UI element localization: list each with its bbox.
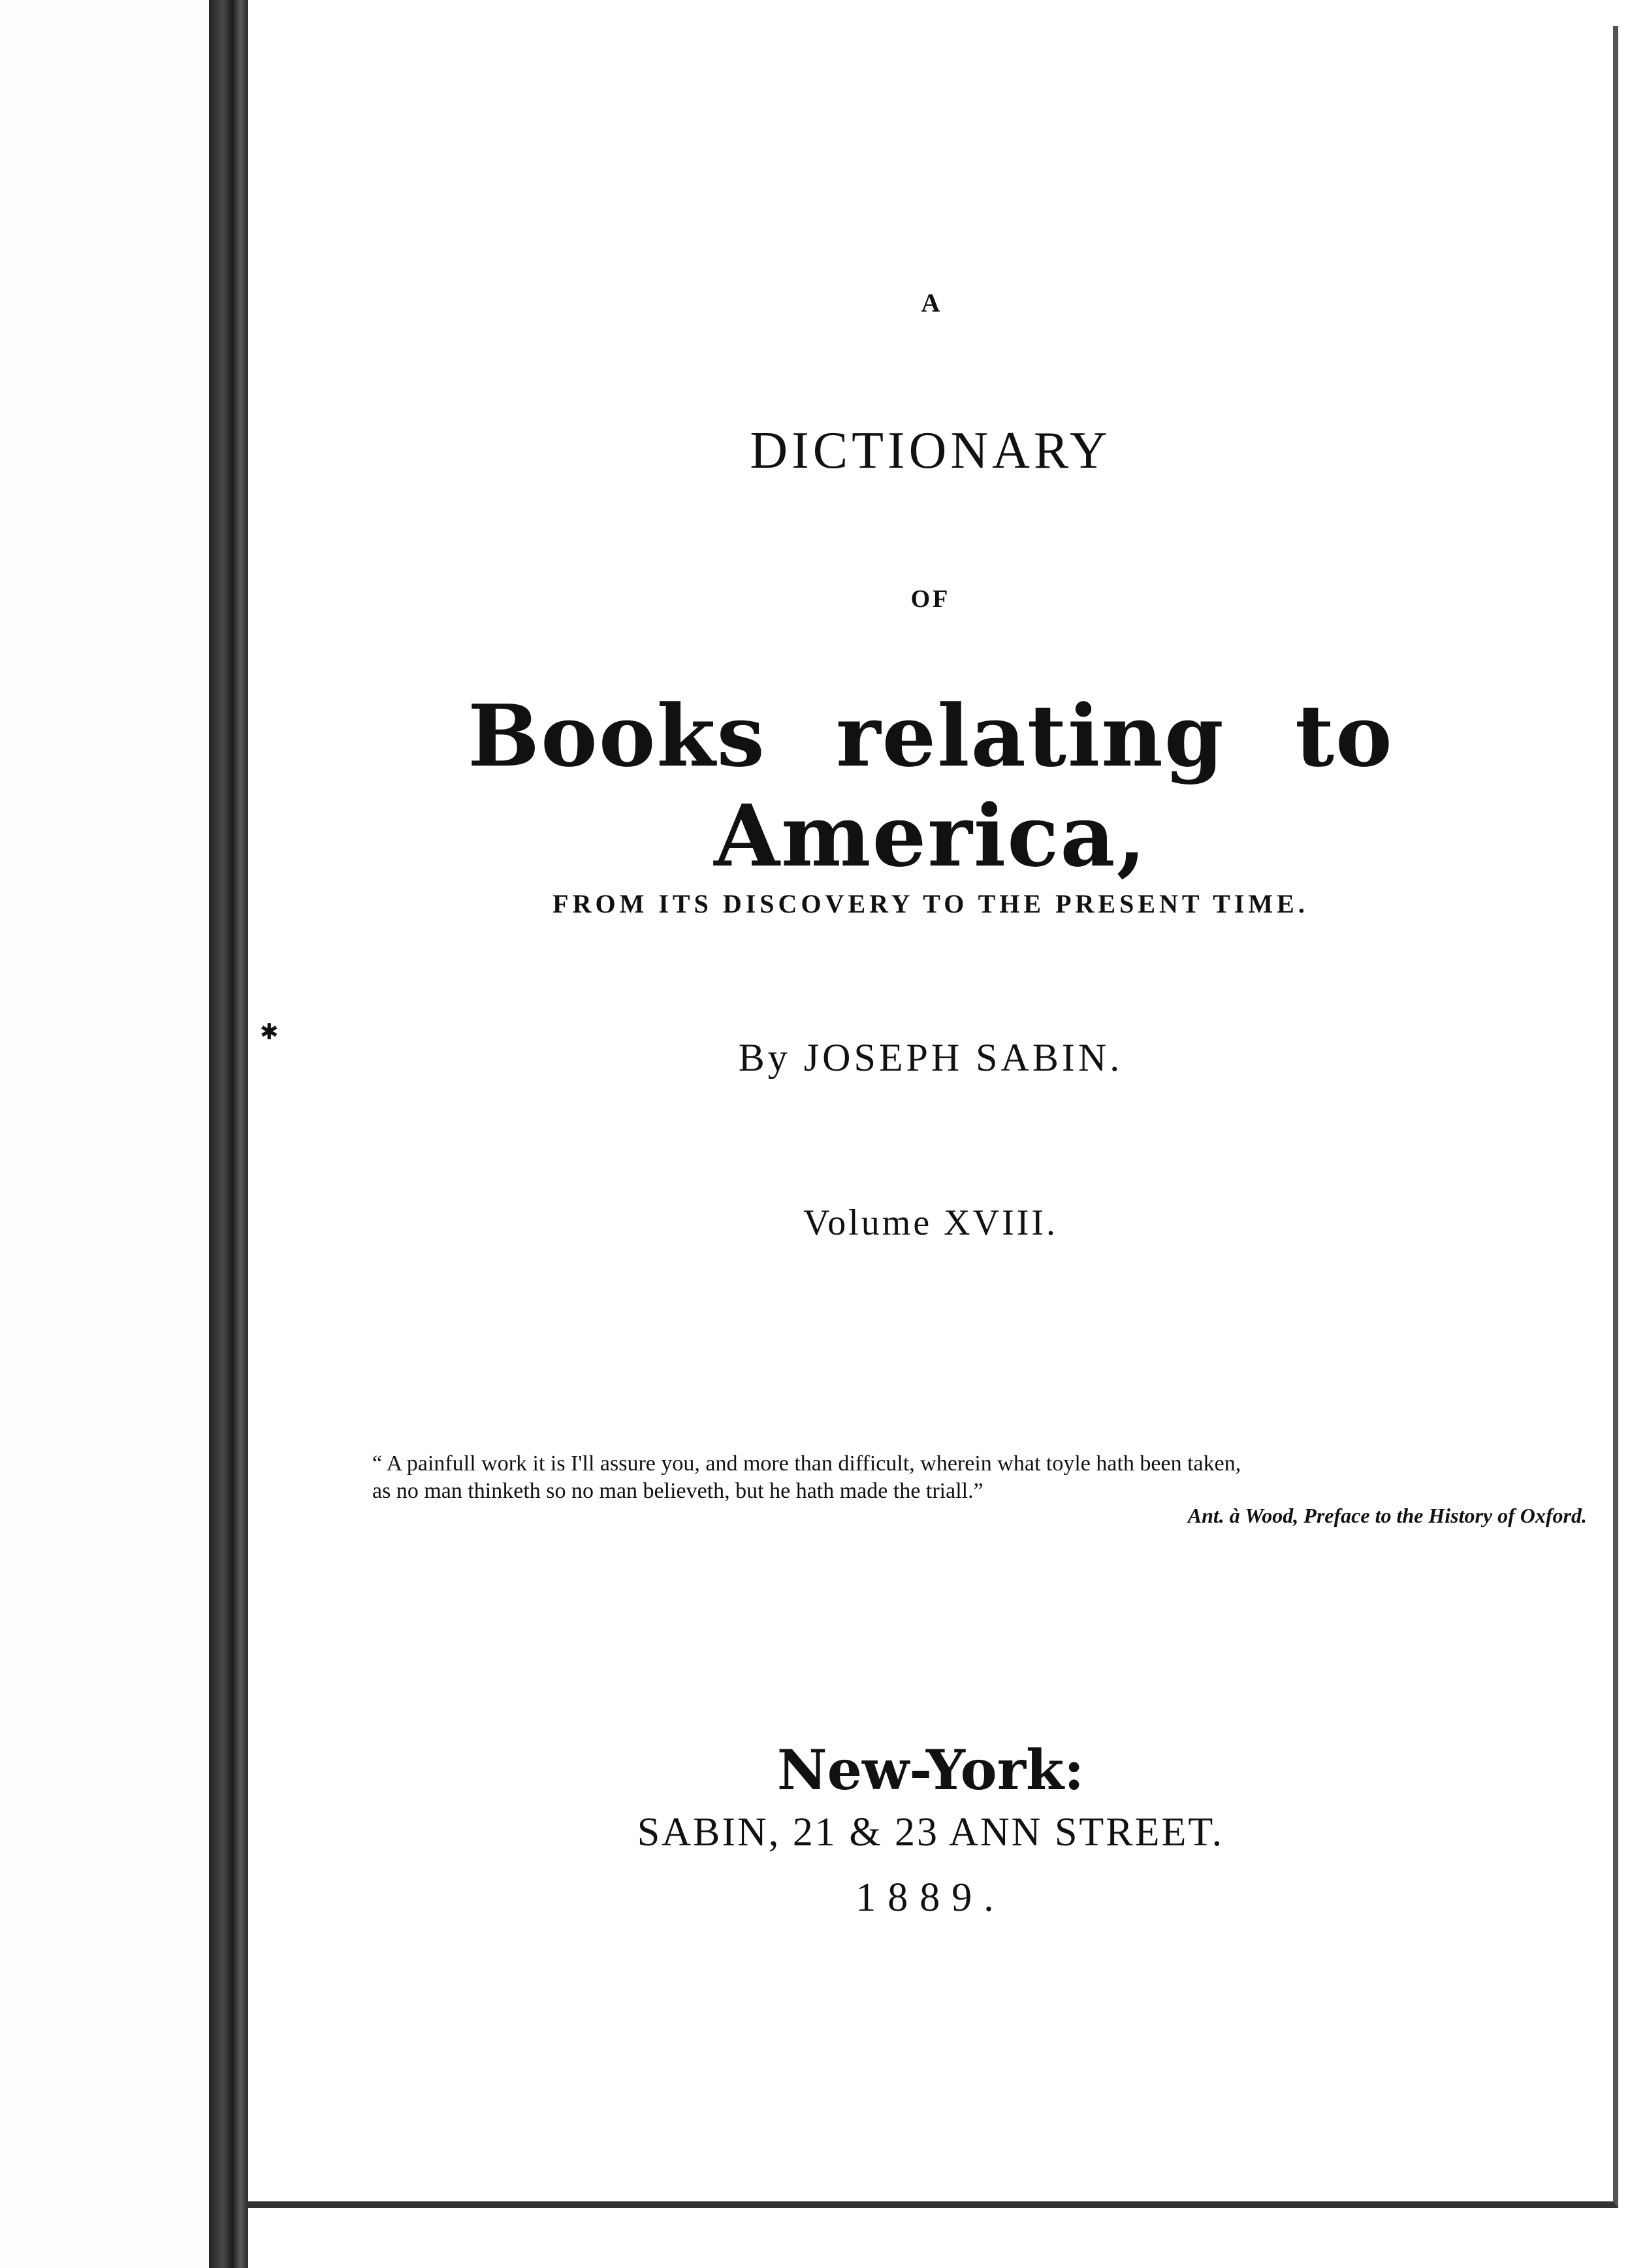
subtitle: FROM ITS DISCOVERY TO THE PRESENT TIME. <box>552 889 1309 918</box>
title-blackletter: Books relating to America, <box>468 686 1394 886</box>
title-article: A <box>921 288 940 317</box>
epigraph <box>372 1450 1606 1505</box>
book-gutter <box>209 0 248 2268</box>
title-of: OF <box>910 585 951 613</box>
volume-line: Volume XVIII. <box>803 1203 1059 1243</box>
stray-asterisk-mark: ✱ <box>260 1020 279 1045</box>
title-page <box>248 26 1618 2208</box>
author-line: By JOSEPH SABIN. <box>738 1036 1123 1079</box>
epigraph-line-1: “ A painfull work it is I'll assure you, and more than difficult, wherein what toyle hath been taken, <box>372 1451 1241 1476</box>
epigraph-attribution: Ant. à Wood, Preface to the History of Oxford. <box>1187 1504 1587 1527</box>
imprint-publisher: SABIN, 21 & 23 ANN STREET. <box>637 1810 1224 1855</box>
title-main: DICTIONARY <box>750 422 1111 479</box>
epigraph-line-2: as no man thinketh so no man believeth, but he hath made the triall.” <box>372 1479 983 1503</box>
facing-page <box>0 0 209 2268</box>
imprint-year: 1889. <box>855 1875 1006 1920</box>
imprint-place: New-York: <box>776 1738 1085 1802</box>
